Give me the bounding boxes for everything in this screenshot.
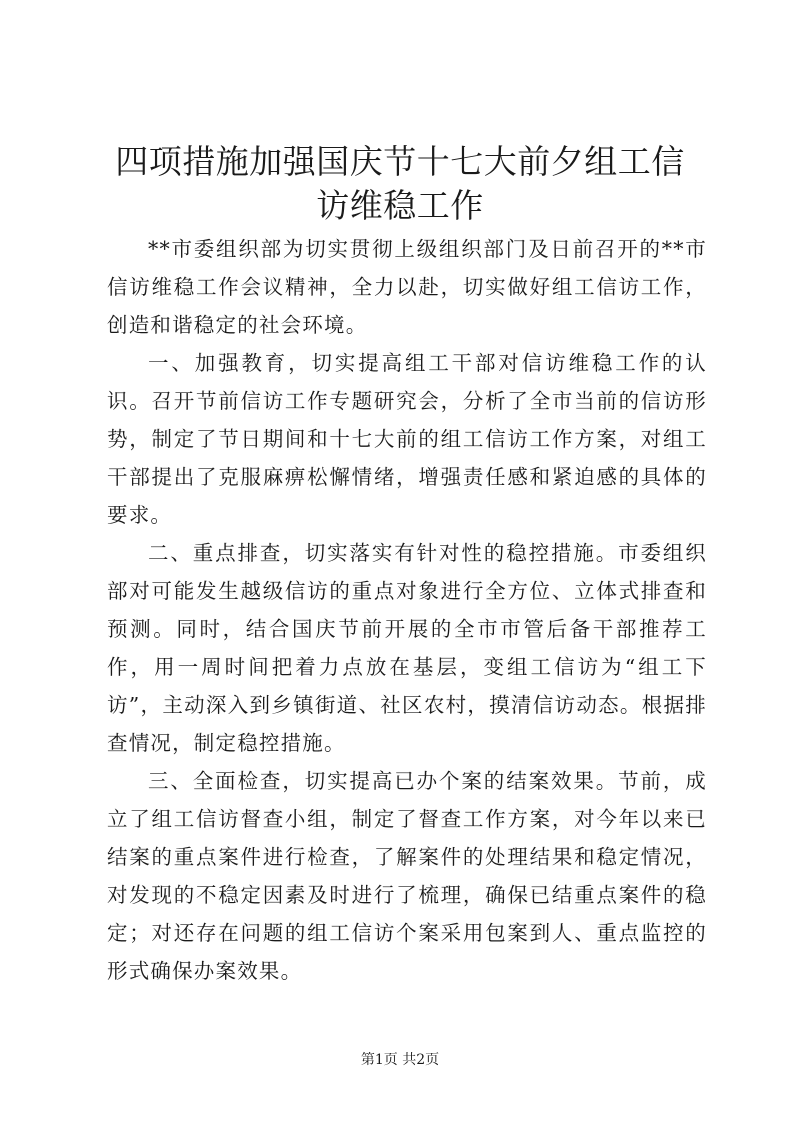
document-body	[107, 230, 707, 990]
paragraph: **市委组织部为切实贯彻上级组织部门及日前召开的**市信访维稳工作会议精神，全力以赴，切实做好组工信访工作，创造和谐稳定的社会环境。	[107, 237, 707, 337]
paragraph: 三、全面检查，切实提高已办个案的结案效果。节前，成立了组工信访督查小组，制定了督查工作方案，对今年以来已结案的重点案件进行检查，了解案件的处理结果和稳定情况，对发现的不稳定因素及时进行了梳理，确保已结重点案件的稳定；对还存在问题的组工信访个案采用包案到人、重点监控的形式确保办案效果。	[107, 769, 707, 983]
paragraph: 二、重点排查，切实落实有针对性的稳控措施。市委组织部对可能发生越级信访的重点对象进行全方位、立体式排查和预测。同时，结合国庆节前开展的全市市管后备干部推荐工作，用一周时间把着力点放在基层，变组工信访为“组工下访”，主动深入到乡镇街道、社区农村，摸清信访动态。根据排查情况，制定稳控措施。	[107, 541, 707, 755]
document-title: 四项措施加强国庆节十七大前夕组工信访维稳工作	[115, 142, 685, 225]
paragraph: 一、加强教育，切实提高组工干部对信访维稳工作的认识。召开节前信访工作专题研究会，分析了全市当前的信访形势，制定了节日期间和十七大前的组工信访工作方案，对组工干部提出了克服麻痹松懈情绪，增强责任感和紧迫感的具体的要求。	[107, 351, 707, 527]
page-footer: 第1页 共2页	[360, 1052, 440, 1068]
